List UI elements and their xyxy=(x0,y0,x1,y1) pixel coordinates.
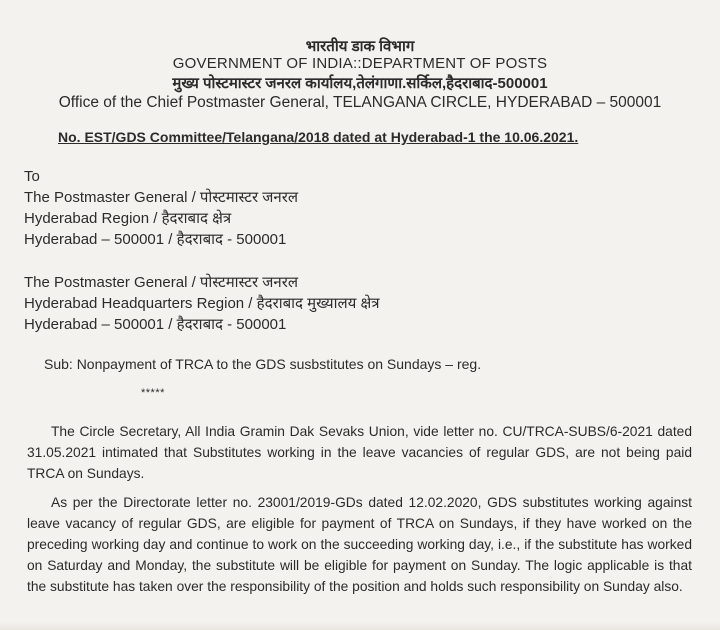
body-paragraph-1: The Circle Secretary, All India Gramin Dak Sevaks Union, vide letter no. CU/TRCA-SUBS/6-2021 dated 31.05.2021 intimated that Substitutes working in the leave vacancies of regular GDS, are not being paid TRCA on Sundays. xyxy=(27,424,692,481)
office-name-english: Office of the Chief Postmaster General, TELANGANA CIRCLE, HYDERABAD – 500001 xyxy=(58,94,662,111)
body-paragraph-2: As per the Directorate letter no. 23001/2019-GDs dated 12.02.2020, GDS substitutes working against leave vacancy of regular GDS, are eligible for payment of TRCA on Sundays, if they have worked on the preceding working day and continue to work on the succeeding working day, i.e., if the substitute has worked on Saturday and Monday, the substitute will be eligible for payment on Sunday. The logic applicable is that the substitute has taken over the responsibility of the position and holds such responsibility on Sunday also. xyxy=(27,495,692,594)
address-line: Hyderabad – 500001 / हैदराबाद - 500001 xyxy=(24,316,287,333)
address-block-2 xyxy=(24,272,380,335)
address-line: Hyderabad Region / हैदराबाद क्षेत्र xyxy=(24,210,232,227)
address-line: The Postmaster General / पोस्टमास्टर जनरल xyxy=(24,274,299,291)
to-label: To xyxy=(24,168,40,185)
page-edge xyxy=(0,622,720,630)
separator: ***** xyxy=(141,387,165,399)
address-line: The Postmaster General / पोस्टमास्टर जनरल xyxy=(24,189,299,206)
address-block-1 xyxy=(24,187,298,250)
subject-line: Sub: Nonpayment of TRCA to the GDS susbstitutes on Sundays – reg. xyxy=(44,356,482,372)
reference-number: No. EST/GDS Committee/Telangana/2018 dated at Hyderabad-1 the 10.06.2021. xyxy=(58,129,579,145)
office-name-hindi: मुख्य पोस्टमास्टर जनरल कार्यालय,तेलंगाणा.सर्किल,हैदराबाद-500001 xyxy=(172,75,548,92)
address-line: Hyderabad – 500001 / हैदराबाद - 500001 xyxy=(24,231,287,248)
address-line: Hyderabad Headquarters Region / हैदराबाद मुख्यालय क्षेत्र xyxy=(24,295,380,312)
department-name-hindi: भारतीय डाक विभाग xyxy=(305,38,415,55)
department-name-english: GOVERNMENT OF INDIA::DEPARTMENT OF POSTS xyxy=(172,55,548,72)
